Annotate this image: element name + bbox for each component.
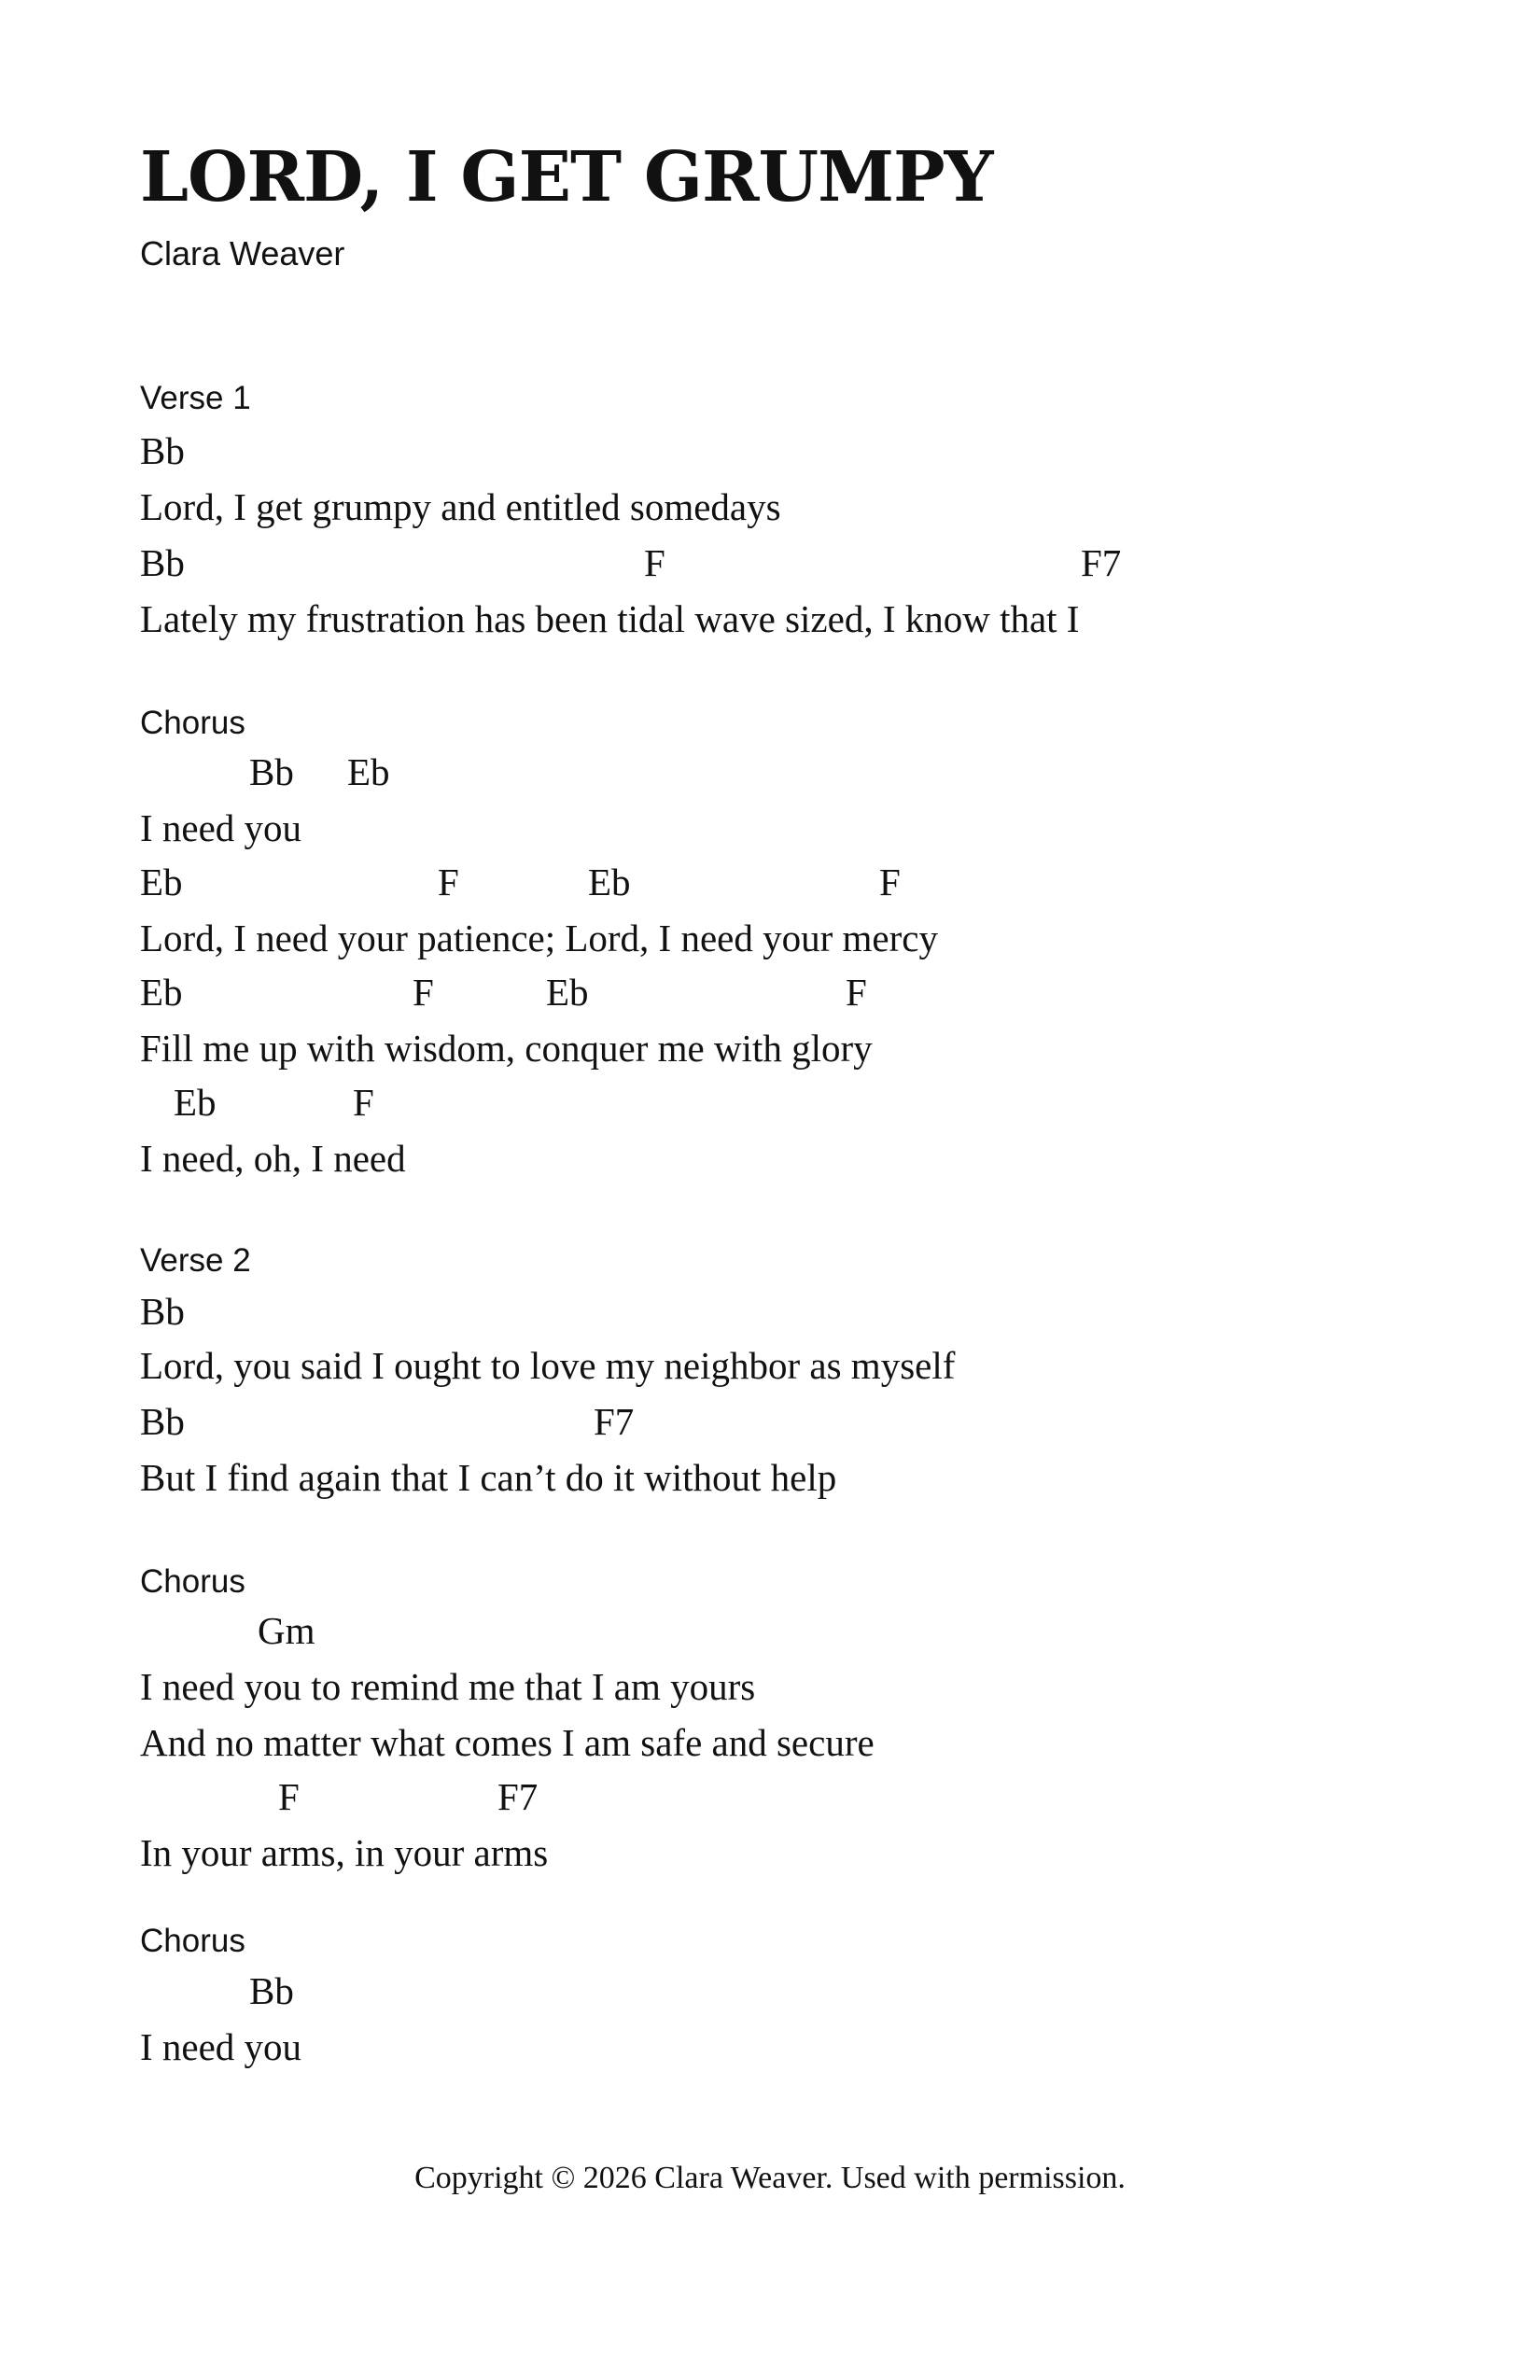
chord-line [0,1967,1540,2014]
chord: F [353,1081,374,1124]
lyric-line: Fill me up with wisdom, conquer me with glory [140,1027,873,1070]
lyric-line: I need, oh, I need [140,1137,406,1180]
chord: Eb [546,971,589,1014]
chord-line [0,1079,1540,1126]
chord: Bb [140,429,185,472]
lyric-line: And no matter what comes I am safe and secure [140,1721,875,1764]
chord: Bb [249,750,294,793]
lyric-line: But I find again that I can’t do it without help [140,1456,837,1499]
section-label-verse-1: Verse 1 [140,380,251,416]
chord: Eb [588,861,631,903]
chord-line [0,749,1540,795]
chord: F [846,971,867,1014]
chord: Eb [174,1081,217,1124]
lyric-line: Lord, I get grumpy and entitled somedays [140,485,781,528]
chord: Bb [140,541,185,584]
chord: F [413,971,434,1014]
section-label-chorus: Chorus [140,705,245,741]
section-label-chorus: Chorus [140,1923,245,1959]
chord-line [0,539,1540,586]
chord: Eb [347,750,390,793]
lyric-line: I need you to remind me that I am yours [140,1665,756,1708]
lyric-line: In your arms, in your arms [140,1831,549,1874]
chord: F [644,541,665,584]
chord-line [0,1607,1540,1654]
lyric-line: Lord, you said I ought to love my neighbor as myself [140,1344,956,1387]
chord: F7 [497,1775,539,1818]
chord: Bb [249,1969,294,2012]
section-label-verse-2: Verse 2 [140,1242,251,1279]
chord: F7 [594,1400,635,1443]
chord-line [0,969,1540,1015]
chord: Bb [140,1400,185,1443]
chord-line [0,1773,1540,1820]
lyric-line: I need you [140,2025,302,2068]
chord: Bb [140,1290,185,1333]
chord: Gm [258,1609,315,1652]
lyric-line: Lately my frustration has been tidal wave sized, I know that I [140,597,1080,640]
section-label-chorus: Chorus [140,1563,245,1600]
chord-line [0,859,1540,905]
lyric-line: Lord, I need your patience; Lord, I need your mercy [140,917,938,959]
chord-line [0,427,1540,474]
song-title: LORD, I GET GRUMPY [140,137,993,217]
chord: F [879,861,901,903]
chord: Eb [140,971,183,1014]
song-author: Clara Weaver [140,234,345,273]
chord: Eb [140,861,183,903]
lyric-line: I need you [140,806,302,849]
chord: F [278,1775,300,1818]
chord-line [0,1288,1540,1335]
chord-line [0,1398,1540,1445]
copyright-notice: Copyright © 2026 Clara Weaver. Used with permission. [414,2161,1126,2195]
chord: F [438,861,459,903]
chord: F7 [1081,541,1122,584]
